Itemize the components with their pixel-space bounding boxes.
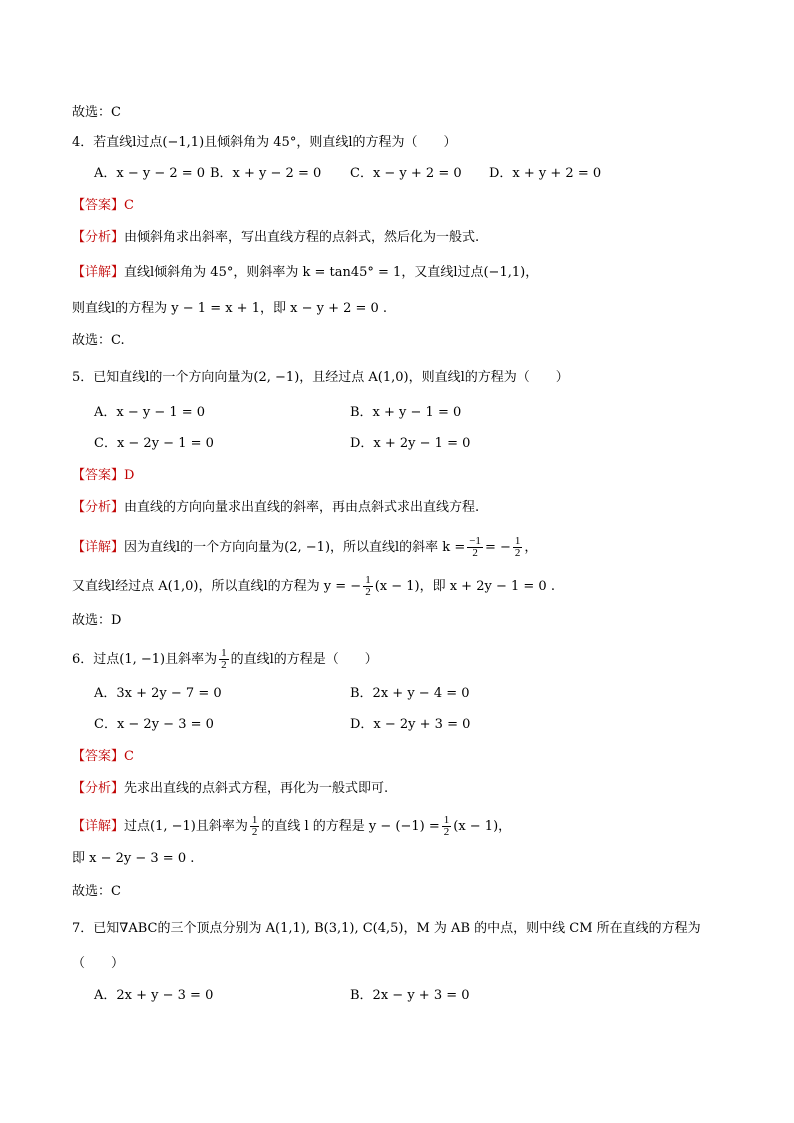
- q6-detail-line-1: [72, 815, 511, 838]
- q5-detail-line-1: [72, 536, 537, 559]
- answer-value: D: [124, 468, 135, 483]
- detail-text: 又直线l经过点 A(1,0)，所以直线l的方程为 y = −: [72, 579, 362, 594]
- detail-text: (x − 1)，即 x + 2y − 1 = 0 .: [374, 579, 555, 594]
- detail-text: ，: [524, 540, 538, 555]
- q6-analysis-line: [72, 780, 388, 798]
- fraction-numerator: 1: [443, 814, 450, 826]
- q6-detail-line-2: 即 x − 2y − 3 = 0 .: [72, 851, 195, 866]
- q6-option-c: C．x − 2y − 3 = 0: [94, 717, 214, 732]
- fraction: [467, 536, 483, 559]
- analysis-tag: 【分析】: [72, 781, 125, 796]
- q5-option-a: A．x − y − 1 = 0: [94, 405, 206, 420]
- q5-detail-line-2: [72, 575, 555, 598]
- fraction: [219, 648, 229, 671]
- fraction: [442, 815, 452, 838]
- detail-tag: 【详解】: [72, 819, 125, 834]
- q5-option-d: D．x + 2y − 1 = 0: [350, 436, 471, 451]
- q4-option-d: D．x + y + 2 = 0: [489, 166, 602, 181]
- q6-choice: 故选：C: [72, 884, 121, 899]
- detail-text: = −: [484, 540, 511, 555]
- answer-tag: 【答案】: [72, 749, 125, 764]
- q5-choice: 故选：D: [72, 613, 122, 628]
- detail-text: 直线l倾斜角为 45°，则斜率为 k = tan45° = 1，又直线l过点(−1,1)，: [124, 265, 539, 280]
- answer-tag: 【答案】: [72, 468, 125, 483]
- detail-tag: 【详解】: [72, 540, 125, 555]
- analysis-tag: 【分析】: [72, 500, 125, 515]
- detail-text: 过点(1, −1)且斜率为: [124, 819, 248, 834]
- q4-detail-line-2: 则直线l的方程为 y − 1 = x + 1，即 x − y + 2 = 0 .: [72, 301, 388, 316]
- analysis-tag: 【分析】: [72, 230, 125, 245]
- q7-stem-line-1: 7．已知∇ABC的三个顶点分别为 A(1,1), B(3,1), C(4,5)，M 为 AB 的中点，则中线 CM 所在直线的方程为: [72, 921, 701, 936]
- q3-choice: 故选：C: [72, 105, 121, 120]
- fraction-denominator: 2: [443, 826, 450, 838]
- detail-text: 的直线 l 的方程是 y − (−1) =: [261, 819, 440, 834]
- q6-stem: [72, 648, 378, 671]
- stem-text: 6．过点(1, −1)且斜率为: [72, 652, 218, 667]
- q4-option-b: B．x + y − 2 = 0: [210, 166, 322, 181]
- fraction: [513, 536, 523, 559]
- answer-tag: 【答案】: [72, 198, 125, 213]
- fraction-denominator: 2: [514, 547, 521, 559]
- q6-option-b: B．2x + y − 4 = 0: [350, 686, 470, 701]
- fraction-numerator: 1: [365, 574, 371, 586]
- detail-text: (x − 1)，: [453, 819, 512, 834]
- fraction-numerator: 1: [221, 647, 227, 659]
- q4-option-a: A．x − y − 2 = 0: [94, 166, 206, 181]
- answer-value: C: [124, 198, 134, 213]
- q7-option-b: B．2x − y + 3 = 0: [350, 988, 470, 1003]
- detail-text: 因为直线l的一个方向向量为(2, −1)，所以直线l的斜率 k =: [124, 540, 466, 555]
- detail-tag: 【详解】: [72, 265, 125, 280]
- q6-answer-line: [72, 748, 134, 766]
- fraction-denominator: 2: [221, 659, 227, 671]
- fraction: [250, 815, 260, 838]
- q4-answer-line: [72, 197, 134, 215]
- q4-stem: 4．若直线l过点(−1,1)且倾斜角为 45°，则直线l的方程为（ ）: [72, 135, 457, 150]
- q5-stem: 5．已知直线l的一个方向向量为(2, −1)，且经过点 A(1,0)，则直线l的方程为（ ）: [72, 370, 569, 385]
- answer-value: C: [124, 749, 134, 764]
- q6-option-d: D．x − 2y + 3 = 0: [350, 717, 471, 732]
- q5-analysis-line: [72, 499, 479, 517]
- fraction-numerator: 1: [514, 535, 521, 547]
- analysis-text: 由直线的方向向量求出直线的斜率，再由点斜式求出直线方程.: [124, 500, 480, 515]
- q4-detail-line-1: [72, 264, 538, 282]
- q4-choice: 故选：C.: [72, 333, 125, 348]
- q7-option-a: A．2x + y − 3 = 0: [94, 988, 214, 1003]
- fraction-denominator: 2: [251, 826, 258, 838]
- analysis-text: 先求出直线的点斜式方程，再化为一般式即可.: [124, 781, 389, 796]
- stem-text: 的直线l的方程是（ ）: [230, 652, 378, 667]
- q4-analysis-line: [72, 229, 479, 247]
- fraction-numerator: 1: [251, 814, 258, 826]
- fraction: [363, 575, 373, 598]
- q6-option-a: A．3x + 2y − 7 = 0: [94, 686, 222, 701]
- fraction-denominator: 2: [472, 547, 478, 559]
- fraction-denominator: 2: [365, 586, 371, 598]
- analysis-text: 由倾斜角求出斜率，写出直线方程的点斜式，然后化为一般式.: [124, 230, 480, 245]
- q5-option-b: B．x + y − 1 = 0: [350, 405, 462, 420]
- fraction-numerator: −1: [469, 535, 481, 547]
- q4-option-c: C．x − y + 2 = 0: [350, 166, 462, 181]
- q5-option-c: C．x − 2y − 1 = 0: [94, 436, 214, 451]
- q5-answer-line: [72, 467, 134, 485]
- q7-stem-line-2: （ ）: [72, 956, 125, 971]
